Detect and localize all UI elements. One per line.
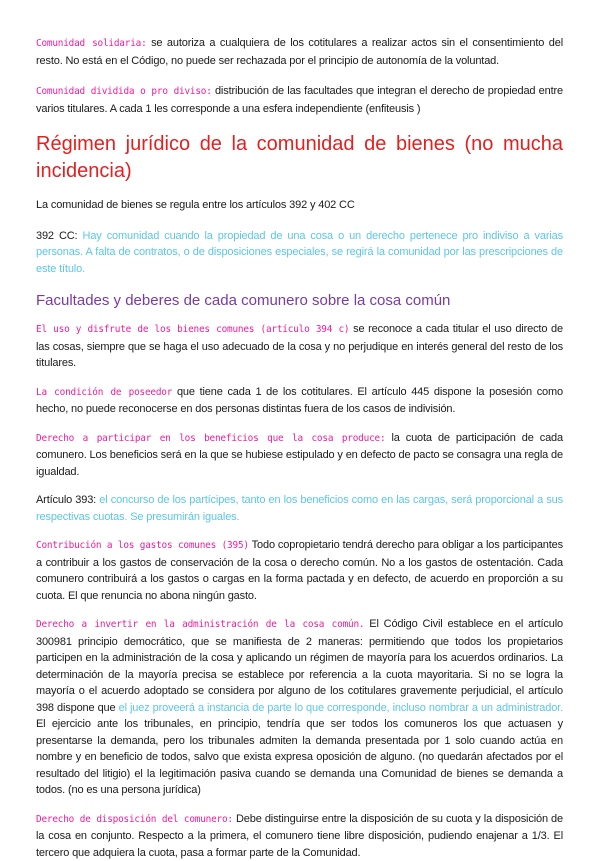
article-prefix: Artículo 393: bbox=[36, 494, 96, 506]
paragraph-text: El Código Civil establece en el artículo 300981 principio democrático, que se manifiesta de 2 maneras: permitiendo que todos los propietarios participen en la administración de la cosa y aplicando un régimen de mayoría para los acuerdos ordinarios. La determinación de la mayoría precisa se establece por referencia a la cuota mayoritaria. Si no se logra la mayoría o el acuerdo adoptado se considera por alguno de los cotitulares gravemente perjudicial, el artículo 398 dispone que bbox=[36, 618, 563, 714]
paragraph-text: la cuota de participación de cada comunero. Los beneficios será en la que se hubiese estipulado y en defecto de pacto se consagra una regla de igualdad. bbox=[36, 432, 563, 478]
paragraph-text: El ejercicio ante los tribunales, en principio, tendría que ser todos los comuneros los que actuasen y presentarse la demanda, pero los tribunales admiten la demanda presentada por 1 solo cuando actúa en nombre y en beneficio de todos, salvo que exista expresa oposición de alguno. (no quedarán afectados por el resultado del litigio) el la legitimación pasiva cuando se demanda una Comunidad de bienes se demanda a todos. (no es una persona jurídica) bbox=[36, 718, 563, 796]
paragraph-text: se autoriza a cualquiera de los cotitulares a realizar actos sin el consentimiento del resto. No está en el Código, no puede ser rechazada por el principio de autonomía de la voluntad. bbox=[36, 37, 563, 67]
term-highlight: Contribución a los gastos comunes (395) bbox=[36, 540, 249, 551]
paragraph-text: Debe distinguirse entre la disposición de su cuota y la disposición de la cosa en conjunto. Respecto a la primera, el comunero tiene libre disposición, pudiendo enajenar a 1/3. El tercero que adquiera la cuota, pasa a formar parte de la Comunidad. bbox=[36, 813, 563, 859]
paragraph-text: se reconoce a cada titular el uso directo de las cosas, siempre que se haga el uso adecuado de la cosa y no perjudique en interés general del resto de los titulares. bbox=[36, 323, 563, 369]
paragraph-condicion-poseedor bbox=[36, 384, 563, 418]
section-heading-regimen-juridico: Régimen jurídico de la comunidad de bienes (no mucha incidencia) bbox=[36, 131, 563, 185]
paragraph-text: Todo copropietario tendrá derecho para obligar a los participantes a contribuir a los gastos de conservación de la cosa o derecho común. No a los gastos de ostentación. Cada comunero contribuirá a los gastos o cargas en la forma pactada y en defecto, de acuerdo en proporción a su cuota. El que renuncia no abona ningún gasto. bbox=[36, 539, 563, 602]
term-highlight: El uso y disfrute de los bienes comunes (artículo 394 c) bbox=[36, 324, 349, 335]
paragraph-uso-disfrute bbox=[36, 321, 563, 372]
subsection-heading-facultades: Facultades y deberes de cada comunero sobre la cosa común bbox=[36, 291, 563, 311]
term-highlight: Derecho a invertir en la administración de la cosa común. bbox=[36, 619, 364, 630]
paragraph-392-cc bbox=[36, 228, 563, 278]
paragraph-participar-beneficios bbox=[36, 430, 563, 481]
term-highlight: Derecho a participar en los beneficios que la cosa produce: bbox=[36, 433, 385, 444]
term-highlight: Derecho de disposición del comunero: bbox=[36, 814, 233, 825]
article-quote: Hay comunidad cuando la propiedad de una cosa o un derecho pertenece pro indiviso a varias personas. A falta de contratos, o de disposiciones especiales, se regirá la comunidad por las prescripciones de este título. bbox=[36, 230, 563, 275]
article-quote: el juez proveerá a instancia de parte lo que corresponde, incluso nombrar a un administrador. bbox=[119, 702, 563, 714]
article-quote: el concurso de los partícipes, tanto en los beneficios como en las cargas, será proporcional a sus respectivas cuotas. Se presumirán iguales. bbox=[36, 494, 563, 523]
term-highlight: La condición de poseedor bbox=[36, 387, 172, 398]
term-highlight: Comunidad dividida o pro diviso: bbox=[36, 86, 212, 97]
paragraph-text: distribución de las facultades que integran el derecho de propiedad entre varios titulares. A cada 1 les corresponde a una esfera independiente (enfiteusis ) bbox=[36, 85, 563, 115]
paragraph-comunidad-dividida bbox=[36, 83, 563, 117]
term-highlight: Comunidad solidaria: bbox=[36, 38, 147, 49]
paragraph-contribucion-gastos bbox=[36, 537, 563, 604]
paragraph-derecho-disposicion bbox=[36, 811, 563, 861]
paragraph-articulo-393 bbox=[36, 492, 563, 525]
paragraph-invertir-administracion bbox=[36, 616, 563, 799]
article-prefix: 392 CC: bbox=[36, 230, 77, 242]
paragraph-regulacion: La comunidad de bienes se regula entre los artículos 392 y 402 CC bbox=[36, 197, 563, 214]
paragraph-text: que tiene cada 1 de los cotitulares. El artículo 445 dispone la posesión como hecho, no puede reconocerse en dos personas distintas fuera de los casos de indivisión. bbox=[36, 386, 563, 416]
paragraph-comunidad-solidaria bbox=[36, 35, 563, 69]
